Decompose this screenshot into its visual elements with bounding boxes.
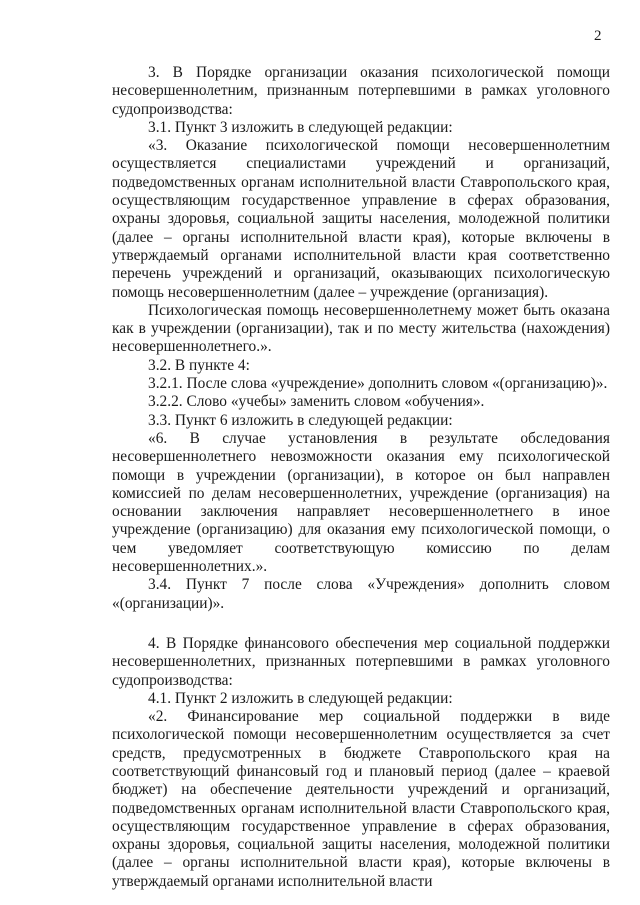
- item-3-1-text-cont: Психологическая помощь несовершеннолетнему может быть оказана как в учреждении (организации), так и по месту жительства (нахождения) несовершеннолетнего.».: [112, 301, 610, 356]
- item-3-3-text: «6. В случае установления в результате обследования несовершеннолетнего невозможности оказания ему психологической помощи в учреждении (организации), в которое он был направлен комиссией по делам несовершеннолетних, учреждение (организация) на основании заключения направляет несовершеннолетнего в иное учреждение (организацию) для оказания ему психологической помощи, о чем уведомляет соответствующую комиссию по делам несовершеннолетних.».: [112, 429, 610, 576]
- item-3-2-1: 3.2.1. После слова «учреждение» дополнить словом «(организацию)».: [148, 375, 608, 393]
- item-3-2-2: 3.2.2. Слово «учебы» заменить словом «обучения».: [148, 393, 485, 411]
- item-3-3: 3.3. Пункт 6 изложить в следующей редакции:: [148, 411, 453, 429]
- item-3-1-text: «3. Оказание психологической помощи несовершеннолетним осуществляется специалистами учреждений и организаций, подведомственных органам исполнительной власти Ставропольского края, осуществляющим государственное управление в сферах образования, охраны здоровья, социальной защиты населения, молодежной политики (далее – органы исполнительной власти края), которые включены в утверждаемый органами исполнительной власти края соответственно перечень учреждений и организаций, оказывающих психологическую помощь несовершеннолетним (далее – учреждение (организация).: [112, 137, 610, 301]
- section-3-heading: 3. В Порядке организации оказания психологической помощи несовершеннолетним, признанным потерпевшими в рамках уголовного судопроизводства:: [112, 64, 610, 118]
- item-4-1: 4.1. Пункт 2 изложить в следующей редакции:: [148, 689, 453, 707]
- page-number: 2: [594, 28, 602, 44]
- item-3-4: 3.4. Пункт 7 после слова «Учреждения» дополнить словом «(организации)».: [112, 576, 610, 612]
- item-4-1-text: «2. Финансирование мер социальной поддержки в виде психологической помощи несовершеннолетним осуществляется за счет средств, предусмотренных в бюджете Ставропольского края на соответствующий финансовый год и плановый период (далее – краевой бюджет) на обеспечение деятельности учреждений и организаций, подведомственных органам исполнительной власти Ставропольского края, осуществляющим государственное управление в сферах образования, охраны здоровья, социальной защиты населения, молодежной политики (далее – органы исполнительной власти края), которые включены в утверждаемый органами исполнительной власти: [112, 708, 610, 890]
- section-4-heading: 4. В Порядке финансового обеспечения мер социальной поддержки несовершеннолетних, признанных потерпевшими в рамках уголовного судопроизводства:: [112, 634, 610, 689]
- document-body: [112, 64, 610, 891]
- item-3-1: 3.1. Пункт 3 изложить в следующей редакции:: [148, 118, 453, 136]
- item-3-2: 3.2. В пункте 4:: [148, 356, 250, 374]
